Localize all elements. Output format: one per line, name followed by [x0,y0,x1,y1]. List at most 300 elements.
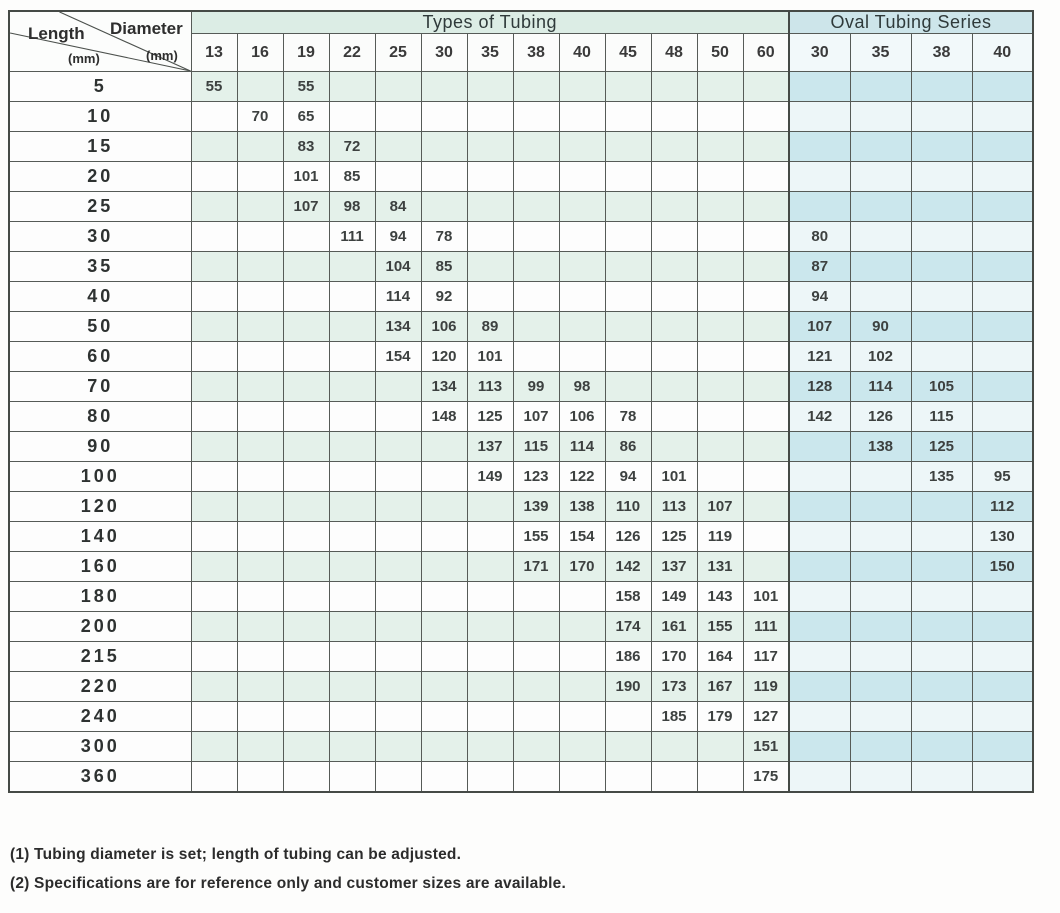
spec-cell [421,612,467,642]
spec-cell: 142 [605,552,651,582]
spec-cell [972,642,1033,672]
spec-cell [743,132,789,162]
spec-cell [329,462,375,492]
spec-cell [283,342,329,372]
spec-cell [375,672,421,702]
diameter-col-header-45: 45 [605,34,651,72]
capacity-cell: 300 [9,732,191,762]
spec-cell: 179 [697,702,743,732]
spec-cell [237,342,283,372]
spec-cell [559,282,605,312]
spec-cell [972,192,1033,222]
spec-cell [972,402,1033,432]
spec-cell: 111 [329,222,375,252]
spec-cell [972,672,1033,702]
table-row [9,342,1033,372]
spec-cell [191,432,237,462]
spec-cell [375,552,421,582]
table-row [9,252,1033,282]
spec-cell: 85 [421,252,467,282]
spec-cell: 107 [789,312,850,342]
diameter-col-header-25: 25 [375,34,421,72]
spec-cell: 55 [283,72,329,102]
capacity-cell: 60 [9,342,191,372]
spec-cell: 137 [651,552,697,582]
spec-cell [329,492,375,522]
spec-cell [467,732,513,762]
spec-cell [467,192,513,222]
spec-cell [559,342,605,372]
spec-cell: 151 [743,732,789,762]
spec-cell: 175 [743,762,789,793]
spec-cell [743,162,789,192]
table-row [9,582,1033,612]
spec-cell [283,762,329,793]
spec-cell [421,762,467,793]
spec-cell [972,312,1033,342]
spec-cell: 104 [375,252,421,282]
spec-cell [421,192,467,222]
spec-cell [467,522,513,552]
spec-cell: 112 [972,492,1033,522]
spec-cell [191,282,237,312]
spec-cell: 117 [743,642,789,672]
spec-cell [605,252,651,282]
spec-cell [513,132,559,162]
diameter-col-header-38: 38 [513,34,559,72]
table-row [9,192,1033,222]
spec-cell [789,462,850,492]
spec-cell [513,702,559,732]
spec-cell [789,612,850,642]
spec-cell [789,702,850,732]
spec-cell [697,462,743,492]
spec-cell: 87 [789,252,850,282]
spec-cell [911,162,972,192]
spec-cell: 134 [421,372,467,402]
spec-cell [911,732,972,762]
spec-cell [605,372,651,402]
spec-cell: 114 [375,282,421,312]
spec-cell [191,222,237,252]
capacity-cell: 240 [9,702,191,732]
footnotes [10,846,566,904]
spec-cell: 154 [375,342,421,372]
spec-cell [559,222,605,252]
spec-cell [513,342,559,372]
spec-cell [421,732,467,762]
spec-cell [421,552,467,582]
spec-cell: 113 [467,372,513,402]
capacity-cell: 200 [9,612,191,642]
spec-cell [329,72,375,102]
spec-cell [911,72,972,102]
capacity-cell: 50 [9,312,191,342]
spec-cell: 167 [697,672,743,702]
diameter-col-header-50: 50 [697,34,743,72]
table-row [9,162,1033,192]
spec-cell: 149 [651,582,697,612]
spec-cell [191,102,237,132]
table-row [9,672,1033,702]
spec-cell [697,252,743,282]
spec-cell [513,102,559,132]
spec-cell [850,762,911,793]
spec-cell [605,192,651,222]
spec-cell [651,102,697,132]
oval-diameter-col-header-40: 40 [972,34,1033,72]
spec-cell: 185 [651,702,697,732]
spec-cell: 98 [559,372,605,402]
spec-cell [329,672,375,702]
table-row [9,132,1033,162]
table-header [9,11,1033,72]
spec-cell [697,132,743,162]
spec-cell [283,372,329,402]
spec-cell [651,192,697,222]
spec-cell [789,432,850,462]
spec-cell [191,642,237,672]
spec-cell [697,72,743,102]
spec-cell [329,552,375,582]
spec-cell [651,402,697,432]
spec-cell [911,672,972,702]
spec-cell [421,672,467,702]
spec-cell [743,432,789,462]
spec-cell [467,552,513,582]
spec-cell [513,732,559,762]
spec-cell [237,222,283,252]
spec-cell [467,672,513,702]
spec-cell: 101 [651,462,697,492]
spec-cell [191,372,237,402]
spec-cell: 113 [651,492,697,522]
spec-cell [375,162,421,192]
spec-cell [421,132,467,162]
spec-cell [651,762,697,793]
spec-cell: 84 [375,192,421,222]
spec-cell: 149 [467,462,513,492]
capacity-cell: 220 [9,672,191,702]
corner-header-cell [9,11,191,72]
spec-cell [237,162,283,192]
spec-cell: 170 [651,642,697,672]
spec-cell [972,282,1033,312]
spec-cell: 126 [850,402,911,432]
table-row [9,492,1033,522]
spec-cell [911,192,972,222]
spec-cell [375,642,421,672]
spec-cell [559,732,605,762]
spec-cell [697,192,743,222]
capacity-cell: 160 [9,552,191,582]
table-row [9,762,1033,793]
spec-cell [850,492,911,522]
spec-cell: 143 [697,582,743,612]
spec-cell [375,702,421,732]
spec-cell [911,282,972,312]
spec-cell [789,72,850,102]
spec-cell: 171 [513,552,559,582]
spec-cell: 155 [513,522,559,552]
spec-cell [651,282,697,312]
spec-cell [559,702,605,732]
spec-cell: 89 [467,312,513,342]
spec-cell [743,522,789,552]
capacity-cell: 140 [9,522,191,552]
spec-cell [789,492,850,522]
spec-cell [421,102,467,132]
diameter-col-header-48: 48 [651,34,697,72]
spec-cell [697,282,743,312]
spec-cell [513,762,559,793]
spec-cell [329,402,375,432]
spec-cell [237,732,283,762]
spec-cell: 106 [421,312,467,342]
capacity-cell: 80 [9,402,191,432]
spec-cell [513,582,559,612]
spec-cell [972,252,1033,282]
spec-cell: 170 [559,552,605,582]
spec-cell [559,252,605,282]
spec-cell [911,702,972,732]
spec-cell [972,432,1033,462]
capacity-cell: 100 [9,462,191,492]
capacity-cell: 120 [9,492,191,522]
spec-cell [237,612,283,642]
spec-cell [237,462,283,492]
spec-cell [697,432,743,462]
spec-cell [850,732,911,762]
spec-cell [467,252,513,282]
spec-cell [697,762,743,793]
spec-cell [375,432,421,462]
spec-cell [237,282,283,312]
spec-cell: 80 [789,222,850,252]
spec-cell [972,222,1033,252]
spec-cell [237,372,283,402]
capacity-cell: 180 [9,582,191,612]
spec-cell [467,72,513,102]
spec-cell [283,252,329,282]
spec-cell [191,132,237,162]
spec-cell [850,132,911,162]
spec-cell [283,312,329,342]
spec-cell [421,522,467,552]
diameter-axis-label: Diameter [110,19,183,38]
spec-cell [972,162,1033,192]
spec-cell [697,732,743,762]
table-row [9,222,1033,252]
spec-cell [559,192,605,222]
spec-cell [651,72,697,102]
spec-cell [467,642,513,672]
spec-cell [421,642,467,672]
spec-cell: 115 [513,432,559,462]
capacity-cell: 70 [9,372,191,402]
spec-cell [421,432,467,462]
spec-cell [467,492,513,522]
spec-cell [651,162,697,192]
spec-cell [329,762,375,793]
table-row [9,372,1033,402]
spec-cell: 150 [972,552,1033,582]
spec-cell [329,432,375,462]
spec-cell: 102 [850,342,911,372]
spec-cell: 174 [605,612,651,642]
spec-cell [329,282,375,312]
spec-cell [559,582,605,612]
spec-cell [467,702,513,732]
spec-cell: 123 [513,462,559,492]
spec-cell [605,102,651,132]
spec-cell [329,342,375,372]
capacity-cell: 25 [9,192,191,222]
spec-cell [329,252,375,282]
spec-cell [789,642,850,672]
length-unit-label: (mm) [68,51,100,66]
spec-cell: 94 [375,222,421,252]
table-row [9,522,1033,552]
spec-cell [850,222,911,252]
spec-cell [743,72,789,102]
table-row [9,612,1033,642]
spec-cell [513,222,559,252]
oval-diameter-col-header-30: 30 [789,34,850,72]
spec-cell: 107 [513,402,559,432]
spec-cell [191,492,237,522]
spec-cell [191,162,237,192]
spec-cell [743,282,789,312]
spec-cell [191,252,237,282]
spec-cell [850,672,911,702]
table-row [9,402,1033,432]
spec-cell: 114 [850,372,911,402]
spec-cell [191,762,237,793]
spec-cell [513,192,559,222]
spec-cell: 158 [605,582,651,612]
spec-cell [421,462,467,492]
diameter-col-header-19: 19 [283,34,329,72]
spec-cell [329,732,375,762]
spec-cell [421,702,467,732]
spec-cell: 130 [972,522,1033,552]
spec-cell [329,582,375,612]
table-row [9,282,1033,312]
spec-cell: 190 [605,672,651,702]
capacity-cell: 10 [9,102,191,132]
spec-cell [559,672,605,702]
spec-cell [911,642,972,672]
spec-cell: 127 [743,702,789,732]
diameter-col-header-16: 16 [237,34,283,72]
spec-cell [789,522,850,552]
spec-cell [191,312,237,342]
spec-cell: 155 [697,612,743,642]
spec-cell [850,702,911,732]
spec-cell [283,552,329,582]
spec-cell [605,132,651,162]
spec-cell: 121 [789,342,850,372]
spec-cell: 55 [191,72,237,102]
spec-cell [911,102,972,132]
spec-cell [329,642,375,672]
spec-cell [237,672,283,702]
spec-cell [375,612,421,642]
spec-cell [283,492,329,522]
capacity-cell: 15 [9,132,191,162]
diameter-col-header-22: 22 [329,34,375,72]
spec-cell: 114 [559,432,605,462]
spec-cell [283,432,329,462]
spec-cell [467,132,513,162]
spec-cell [329,702,375,732]
spec-cell: 131 [697,552,743,582]
spec-cell [283,582,329,612]
spec-cell: 120 [421,342,467,372]
spec-cell [743,222,789,252]
table-row [9,642,1033,672]
spec-cell [697,102,743,132]
spec-cell [237,522,283,552]
spec-cell [850,162,911,192]
spec-cell [375,462,421,492]
spec-cell [375,72,421,102]
spec-cell: 186 [605,642,651,672]
spec-cell: 125 [467,402,513,432]
spec-cell: 94 [605,462,651,492]
spec-cell [743,552,789,582]
spec-cell [697,162,743,192]
spec-cell [697,342,743,372]
spec-cell [972,132,1033,162]
spec-cell [283,282,329,312]
spec-cell: 99 [513,372,559,402]
table-row [9,312,1033,342]
spec-cell [283,702,329,732]
capacity-cell: 30 [9,222,191,252]
spec-cell: 173 [651,672,697,702]
spec-cell: 119 [743,672,789,702]
capacity-cell: 5 [9,72,191,102]
spec-cell [467,222,513,252]
spec-cell [743,252,789,282]
spec-cell: 115 [911,402,972,432]
spec-cell: 72 [329,132,375,162]
spec-cell: 107 [697,492,743,522]
spec-cell [513,672,559,702]
spec-cell [467,102,513,132]
spec-cell [911,612,972,642]
spec-cell [972,732,1033,762]
spec-cell [911,582,972,612]
spec-cell [972,582,1033,612]
spec-cell [421,72,467,102]
length-axis-label: Length [28,24,85,43]
table-row [9,72,1033,102]
spec-cell: 101 [743,582,789,612]
spec-cell [191,402,237,432]
spec-cell [605,732,651,762]
spec-cell [375,732,421,762]
spec-cell [283,522,329,552]
spec-cell: 134 [375,312,421,342]
spec-cell [789,582,850,612]
spec-cell [559,102,605,132]
spec-cell [283,462,329,492]
spec-cell [972,762,1033,793]
spec-cell: 92 [421,282,467,312]
